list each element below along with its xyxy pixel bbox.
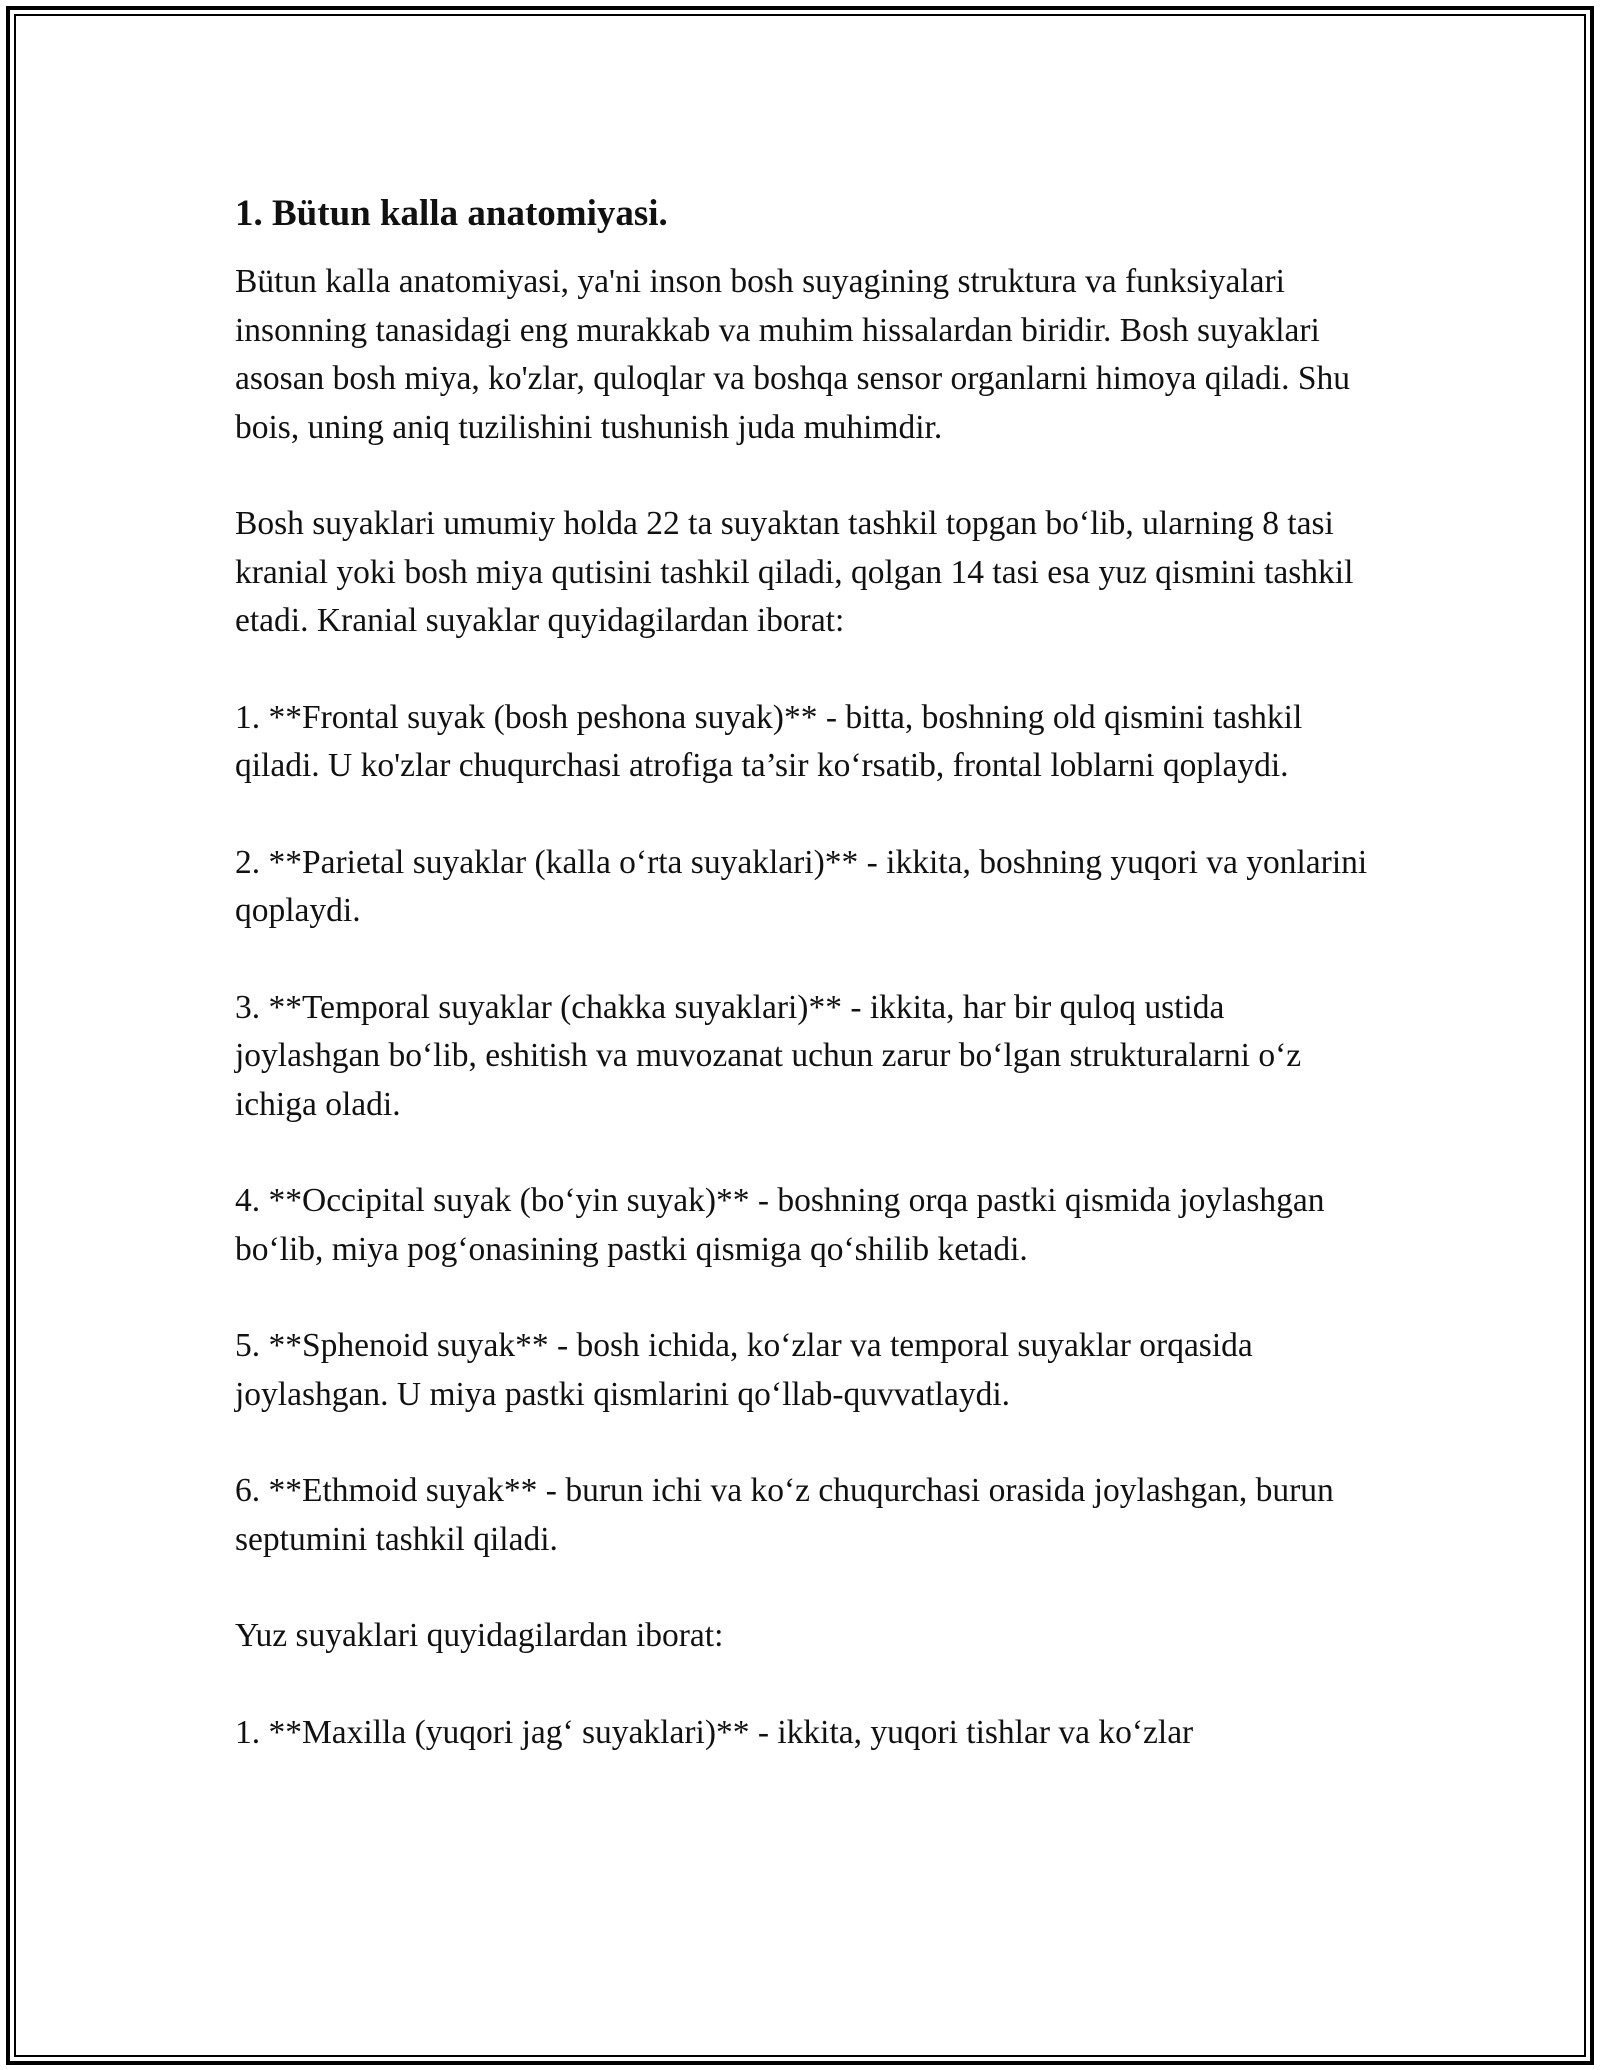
paragraph-bone-count: Bosh suyaklari umumiy holda 22 ta suyaktan tashkil topgan bo‘lib, ularning 8 tasi kranial yoki bosh miya qutisini tashkil qiladi, qolgan 14 tasi esa yuz qismini tashkil etadi. Kranial suyaklar quyidagilardan iborat:: [235, 505, 1354, 639]
document-body: [235, 188, 1375, 1805]
page-title: 1. Bütun kalla anatomiyasi.: [235, 193, 668, 234]
list-item-sphenoid: 5. **Sphenoid suyak** - bosh ichida, ko‘zlar va temporal suyaklar orqasida joylashgan. U miya pastki qismlarini qo‘llab-quvvatlaydi.: [235, 1327, 1253, 1413]
list-item-maxilla: 1. **Maxilla (yuqori jag‘ suyaklari)** - ikkita, yuqori tishlar va ko‘zlar: [235, 1713, 1194, 1751]
list-item-occipital: 4. **Occipital suyak (bo‘yin suyak)** - boshning orqa pastki qismida joylashgan bo‘lib, miya pog‘onasining pastki qismiga qo‘shilib ketadi.: [235, 1182, 1325, 1268]
list-item-temporal: 3. **Temporal suyaklar (chakka suyaklari)** - ikkita, har bir quloq ustida joylashgan bo‘lib, eshitish va muvozanat uchun zarur bo‘lgan strukturalarni o‘z ichiga oladi.: [235, 988, 1302, 1123]
list-item-parietal: 2. **Parietal suyaklar (kalla o‘rta suyaklari)** - ikkita, boshning yuqori va yonlarini qoplaydi.: [235, 843, 1368, 929]
list-item-ethmoid: 6. **Ethmoid suyak** - burun ichi va ko‘z chuqurchasi orasida joylashgan, burun septumini tashkil qiladi.: [235, 1472, 1334, 1558]
list-item-frontal: 1. **Frontal suyak (bosh peshona suyak)** - bitta, boshning old qismini tashkil qiladi. U ko'zlar chuqurchasi atrofiga ta’sir ko‘rsatib, frontal loblarni qoplaydi.: [235, 698, 1303, 784]
paragraph-facial-bones: Yuz suyaklari quyidagilardan iborat:: [235, 1617, 724, 1654]
paragraph-intro: Bütun kalla anatomiyasi, ya'ni inson bosh suyagining struktura va funksiyalari insonning tanasidagi eng murakkab va muhim hissalardan biridir. Bosh suyaklari asosan bosh miya, ko'zlar, quloqlar va boshqa sensor organlarni himoya qiladi. Shu bois, uning aniq tuzilishini tushunish juda muhimdir.: [235, 263, 1350, 446]
